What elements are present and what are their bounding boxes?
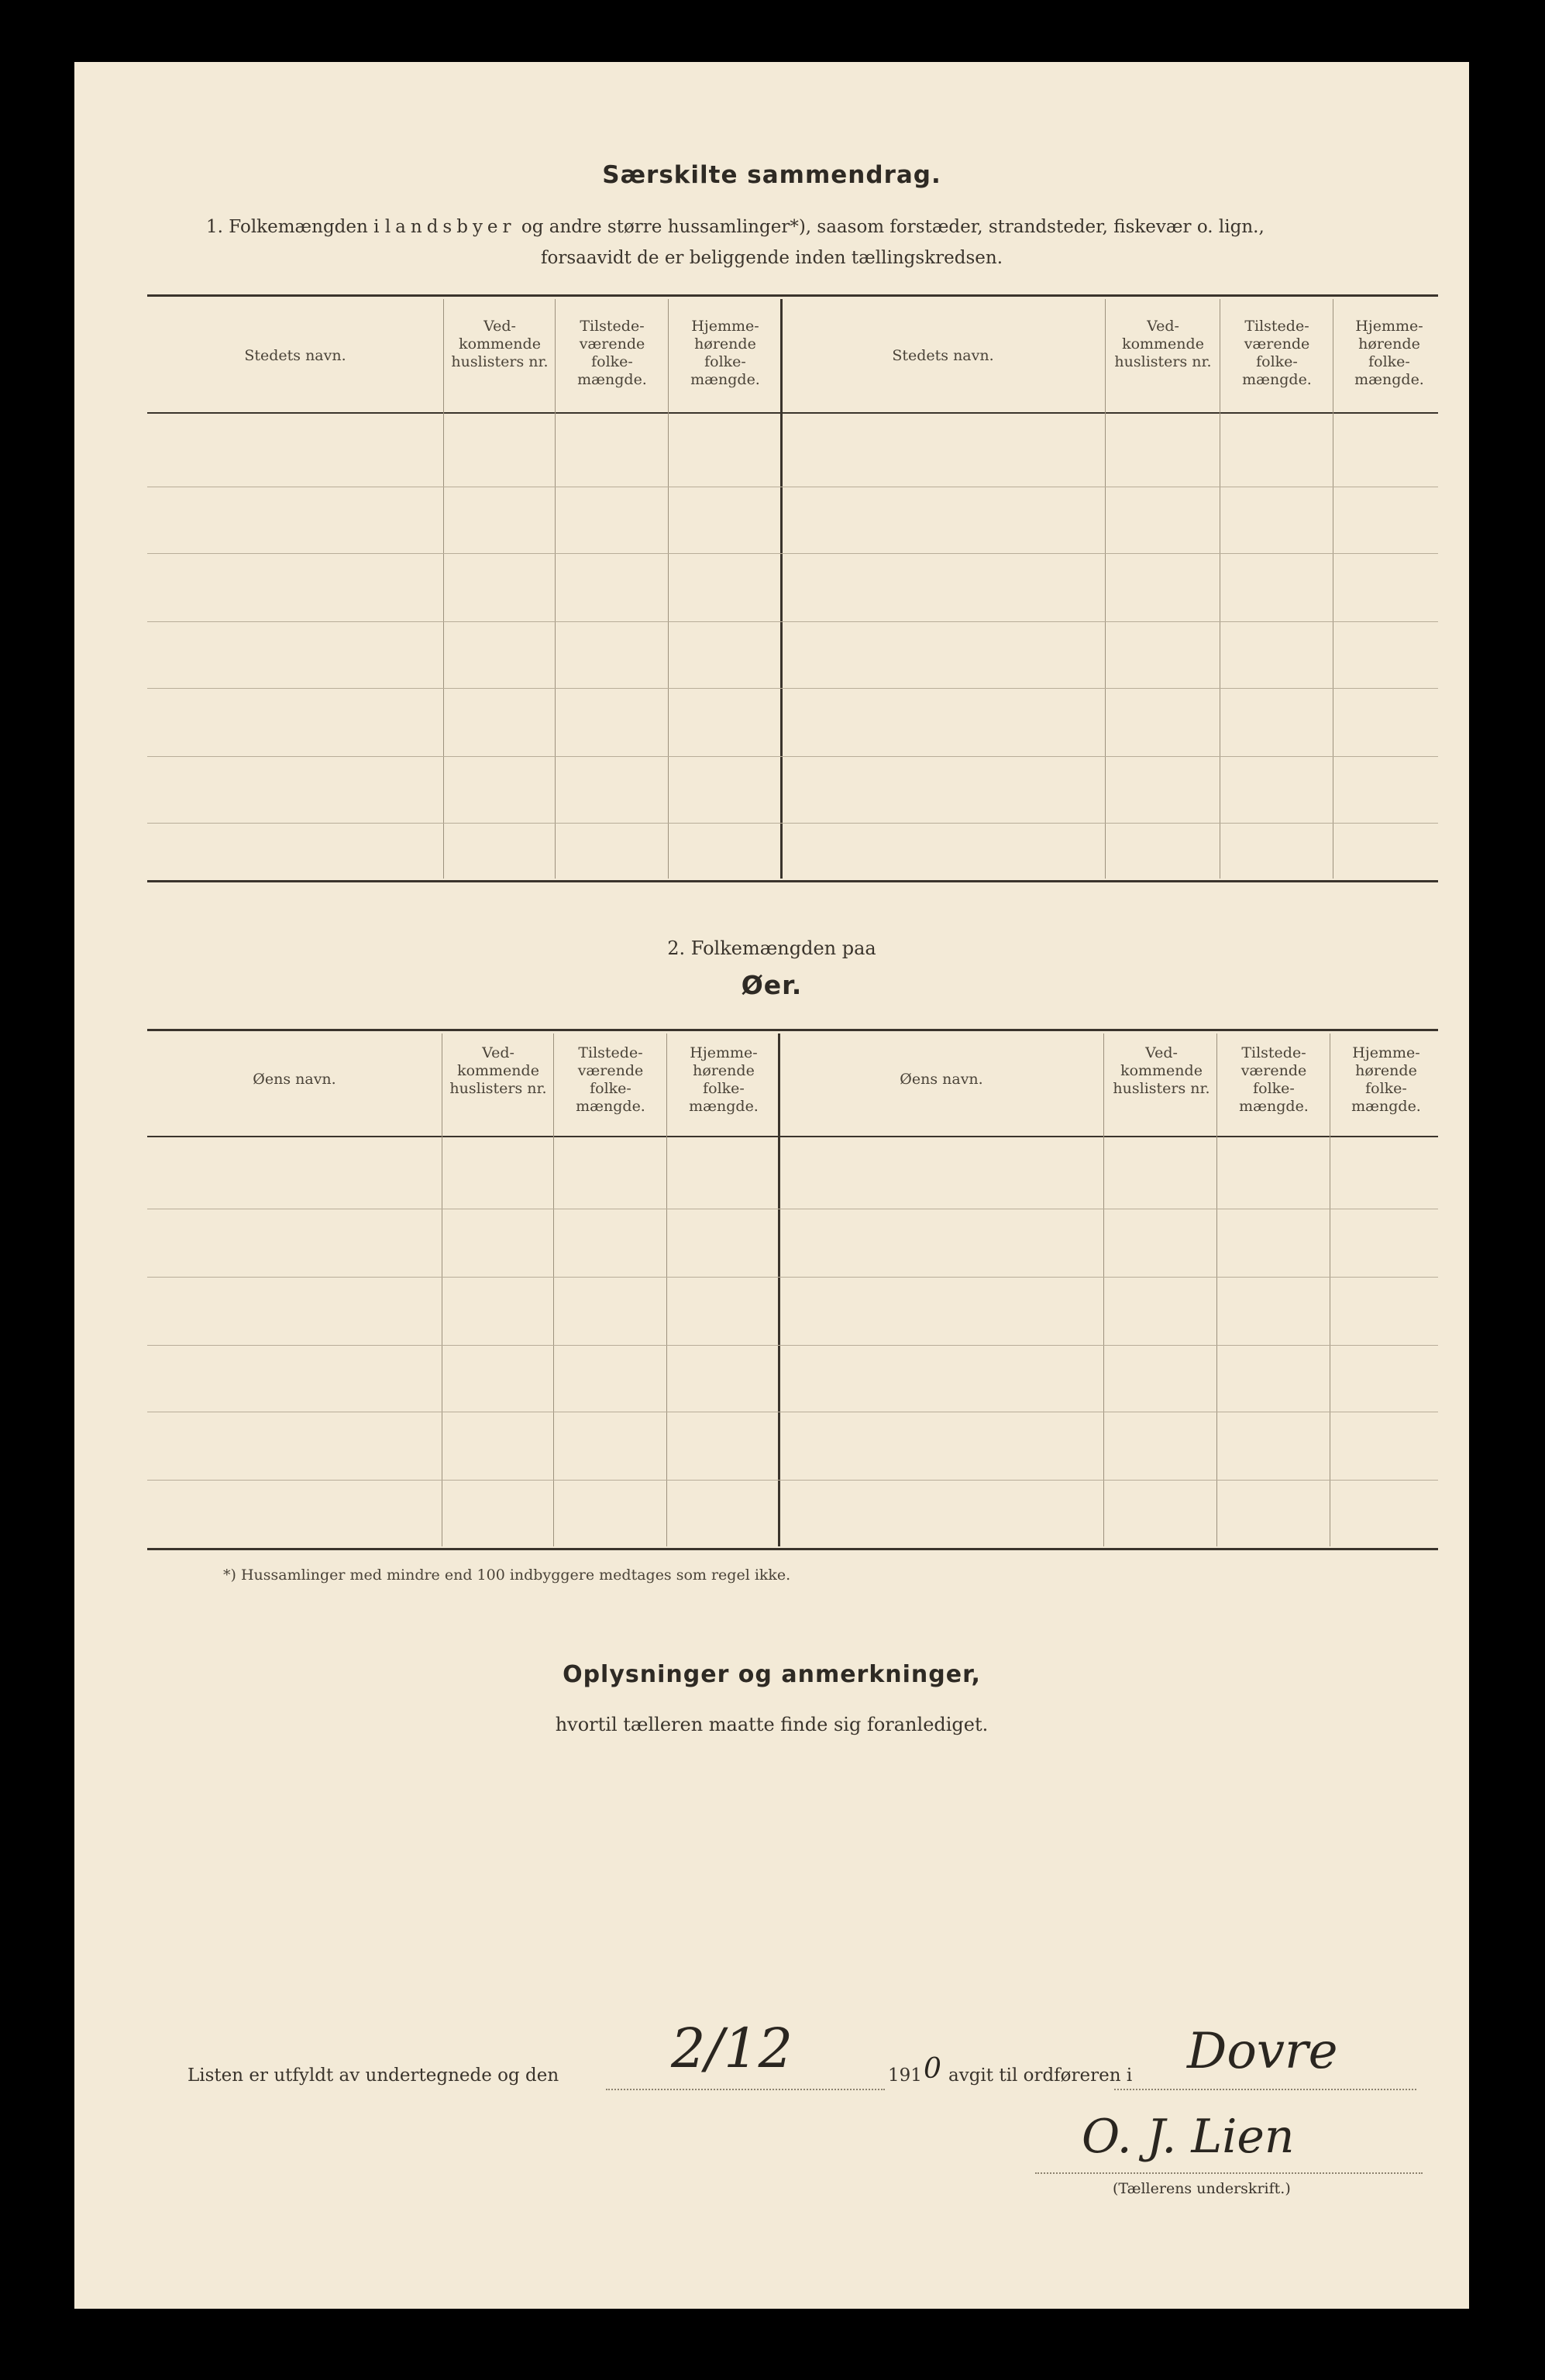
table2-header-huslist-right: Ved- kommende huslisters nr. bbox=[1113, 1044, 1210, 1097]
table2-header-huslist-left: Ved- kommende huslisters nr. bbox=[449, 1044, 547, 1097]
table1-top-rule bbox=[147, 294, 1438, 297]
signature-prefix: Listen er utfyldt av undertegnede og den bbox=[188, 2065, 559, 2086]
table1-row-rule bbox=[147, 823, 1438, 824]
table1-row-rule bbox=[147, 553, 1438, 554]
section1-text-a: Folkemængden i bbox=[229, 217, 380, 237]
table2-row-rule bbox=[147, 1480, 1438, 1481]
section2-title: Øer. bbox=[741, 970, 803, 1000]
year-handwritten: 0 bbox=[924, 2053, 941, 2085]
table1-bottom-rule bbox=[147, 880, 1438, 882]
section1-intro-line1 bbox=[206, 217, 1265, 237]
table2-row-rule bbox=[147, 1345, 1438, 1346]
notes-title: Oplysninger og anmerkninger, bbox=[563, 1661, 981, 1688]
table2-header-resident-left: Hjemme- hørende folke- mængde. bbox=[689, 1044, 759, 1115]
table2-header-present-right: Tilstede- værende folke- mængde. bbox=[1239, 1044, 1309, 1115]
census-form-page bbox=[74, 62, 1469, 2309]
table2-center-divider bbox=[778, 1034, 780, 1546]
enumerator-signature: O. J. Lien bbox=[1082, 2110, 1295, 2164]
place-dotted-line bbox=[1114, 2089, 1416, 2090]
table2-bottom-rule bbox=[147, 1548, 1438, 1550]
table1-header-place-left: Stedets navn. bbox=[244, 347, 346, 364]
table1-row-rule bbox=[147, 621, 1438, 622]
table1-header-rule bbox=[147, 412, 1438, 414]
signature-middle: avgit til ordføreren i bbox=[948, 2065, 1133, 2086]
table1-header-resident-left: Hjemme- hørende folke- mængde. bbox=[690, 318, 760, 388]
year-printed: 191 bbox=[888, 2065, 922, 2086]
table2-col-divider bbox=[553, 1034, 554, 1546]
table2-col-divider bbox=[666, 1034, 667, 1546]
table2-col-divider bbox=[1103, 1034, 1104, 1546]
table2-header-island-left: Øens navn. bbox=[253, 1071, 336, 1088]
section1-number: 1. bbox=[206, 217, 223, 237]
main-title: Særskilte sammendrag. bbox=[602, 161, 941, 189]
section1-text-spaced: landsbyer bbox=[384, 217, 516, 237]
table1-header-present-left: Tilstede- værende folke- mængde. bbox=[577, 318, 647, 388]
table1-header-place-right: Stedets navn. bbox=[892, 347, 994, 364]
table1-header-present-right: Tilstede- værende folke- mængde. bbox=[1242, 318, 1312, 388]
signature-dotted-line bbox=[1035, 2172, 1423, 2174]
footnote: *) Hussamlinger med mindre end 100 indbyggere medtages som regel ikke. bbox=[223, 1567, 791, 1584]
date-dotted-line bbox=[606, 2089, 885, 2090]
table1-row-rule bbox=[147, 688, 1438, 689]
table2-header-present-left: Tilstede- værende folke- mængde. bbox=[576, 1044, 645, 1115]
section2-intro: 2. Folkemængden paa bbox=[667, 937, 876, 959]
table2-col-divider bbox=[1216, 1034, 1217, 1546]
table2-header-island-right: Øens navn. bbox=[900, 1071, 983, 1088]
table1-header-resident-right: Hjemme- hørende folke- mængde. bbox=[1354, 318, 1424, 388]
section1-text-b: og andre større hussamlinger*), saasom forstæder, strandsteder, fiskevær o. lign., bbox=[521, 217, 1265, 237]
place-handwritten: Dovre bbox=[1187, 2023, 1338, 2080]
date-handwritten: 2/12 bbox=[671, 2017, 793, 2080]
table1-row-rule bbox=[147, 756, 1438, 757]
table2-row-rule bbox=[147, 1277, 1438, 1278]
table1-col-divider bbox=[443, 299, 444, 879]
table1-col-divider bbox=[555, 299, 556, 879]
table1-col-divider bbox=[668, 299, 669, 879]
table1-center-divider bbox=[780, 299, 783, 879]
signature-caption: (Tællerens underskrift.) bbox=[1113, 2180, 1291, 2197]
table2-top-rule bbox=[147, 1029, 1438, 1031]
table2-header-rule bbox=[147, 1136, 1438, 1137]
table1-header-huslist-right: Ved- kommende huslisters nr. bbox=[1114, 318, 1212, 370]
section1-intro-line2: forsaavidt de er beliggende inden tællingskredsen. bbox=[540, 248, 1003, 268]
table1-header-huslist-left: Ved- kommende huslisters nr. bbox=[451, 318, 549, 370]
notes-subtitle: hvortil tælleren maatte finde sig foranlediget. bbox=[555, 1714, 989, 1735]
table1-col-divider bbox=[1105, 299, 1106, 879]
table2-header-resident-right: Hjemme- hørende folke- mængde. bbox=[1351, 1044, 1421, 1115]
